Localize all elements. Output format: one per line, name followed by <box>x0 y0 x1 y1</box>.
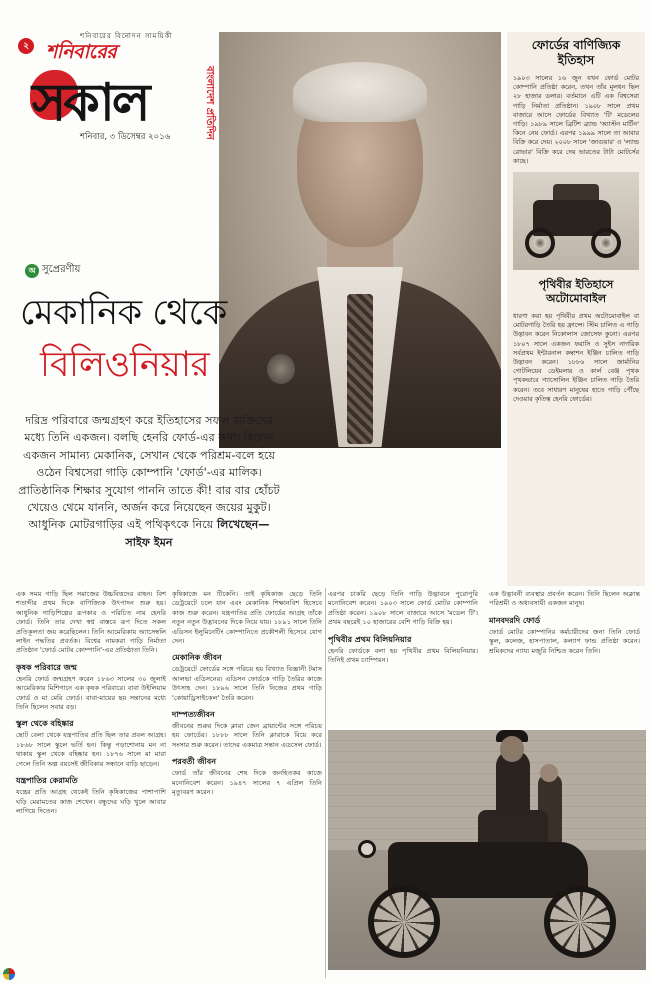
masthead-weekend-title: শনিবারের <box>46 41 117 63</box>
paragraph: ছোট বেলা থেকে যন্ত্রপাতির প্রতি ছিল তার প্রবল আগ্রহ। ১৮৬৮ সালে স্কুলে ভর্তি হন। কিন্তু পড়াশোনায় মন না থাকায় স্কুল থেকে বহিষ্কার হন। ১৮৭৬ সালে মা মারা গেলে তিনি অল্প বয়সেই জীবিকার সন্ধানে বাড়ি ছাড়েন। <box>16 731 166 768</box>
henry-ford-portrait-photo <box>219 32 501 448</box>
sidebar-text-commercial-history: ১৯০৩ সালের ১৬ জুন যখন ফোর্ড মোটর কোম্পানি প্রতিষ্ঠা করেন, তখন তাঁর মূলধন ছিল ২৮ হাজার ডলার। বর্তমানে এটি এক বিশ্বসেরা গাড়ি নির্মাতা প্রতিষ্ঠান। ১৯০৮ সালে প্রথম বাজারে আসে ফোর্ডের বিখ্যাত 'টি' মডেলের গাড়ি। ১৯৮৯ সালে ব্রিটিশ ব্র্যান্ড 'অ্যাস্টন মার্টিন' কিনে নেয় ফোর্ড। এরপর ১৯৯৯ সালে তা আবার বিক্রি করে দেয়। ২০০৮ সালে 'জাগুয়ার' ও 'ল্যান্ড রোভার' বিক্রি করে দেয় ভারতের টাটা মোটর্সের কাছে। <box>513 74 639 165</box>
masthead <box>10 30 235 155</box>
body-column-3 <box>328 590 478 667</box>
paragraph: ফোর্ড মোটর কোম্পানির কর্মচারীদের জন্য তিনি ফোর্ড স্কুল, কলেজ, হাসপাতাল, কল্যাণ ফান্ড প্রতিষ্ঠা করেন। শ্রমিকদের ন্যায্য মজুরি নিশ্চিত করেন তিনি। <box>489 627 640 655</box>
subheading: কৃষক পরিবারে জন্ম <box>16 662 77 672</box>
car-wheel-front <box>525 228 555 258</box>
sidebar-title-automobile-history: পৃথিবীর ইতিহাসে অটোমোবাইল <box>538 278 614 306</box>
headline-line-2: বিলিওনিয়ার <box>40 345 210 385</box>
paragraph: এক সময় গাড়ি ছিল সমাজের উচ্চবিত্তদের বাহন। বিশ শতাব্দীর প্রথম দিকে বাণিজ্যিক উৎপাদন শুরু হয়। আধুনিক গাড়িশিল্পের রূপকার ও পরিচিত নাম হেনরি ফোর্ড। তিনি তার দেখা স্বপ্ন বাস্তবে রূপ দিতে সকল প্রতিকূলতা জয় করেছিলেন। তিনি আমেরিকায় অ্যাসেম্বলি লাইন পদ্ধতির প্রবর্তক। বিশ্বের নামকরা গাড়ি নির্মাতা প্রতিষ্ঠান 'ফোর্ড মোটর কোম্পানি'-এর প্রতিষ্ঠাতা তিনি। <box>16 590 166 655</box>
subheading: মেকানিক জীবন <box>172 653 222 663</box>
photo-car-wheel-rear <box>544 886 616 958</box>
paragraph: যন্ত্রের প্রতি আগ্রহ থেকেই তিনি কৃষিকাজের পাশাপাশি ঘড়ি মেরামতের কাজ শেখেন। বন্ধুদের ঘড়ি খুলে আবার লাগিয়ে দিতেন। <box>16 788 166 815</box>
portrait-hair <box>293 62 427 122</box>
ford-quadricycle-photo <box>328 730 646 970</box>
photo-child-head <box>540 764 558 782</box>
paragraph: এক উদ্ভাবনী ব্যবস্থার প্রবর্তন করেন। তিনি ছিলেন অক্লান্ত পরিশ্রমী ও অধ্যবসায়ী একজন মানুষ। <box>489 590 640 608</box>
body-column-1 <box>16 590 166 818</box>
paragraph: জীবনের শুরুর দিকে ক্লারা জেন ব্রায়ান্টের সঙ্গে পরিচয় হয় ফোর্ডের। ১৮৮৮ সালে তিনি ক্লারাকে বিয়ে করে সংসার শুরু করেন। তাদের একমাত্র সন্তান এডসেল ফোর্ড। <box>172 722 322 749</box>
headline-line-1: মেকানিক থেকে <box>20 293 227 333</box>
page-number: ২ <box>18 38 34 54</box>
article-lede <box>18 412 280 551</box>
photo-person-head <box>500 736 524 762</box>
sidebar <box>507 32 645 586</box>
column-divider <box>325 588 326 978</box>
section-kicker <box>25 262 80 279</box>
lede-text: দরিদ্র পরিবারে জন্মগ্রহণ করে ইতিহাসের সফল ব্যক্তিদের মধ্যে তিনি একজন। বলছি হেনরি ফোর্ড-এর কথা। ছিলেন একজন সামান্য মেকানিক, সেখান থেকে পরিশ্রম-বলে হয়ে ওঠেন বিশ্বসেরা গাড়ি কোম্পানি 'ফোর্ড'-এর মালিক। প্রাতিষ্ঠানিক শিক্ষার সুযোগ পাননি তাতে কী! বার বার হোঁচট খেয়েও থেমে যাননি, অর্জন করে নিয়েছেন জয়ের মুকুট। আধুনিক মোটরগাড়ির এই পথিকৃৎকে নিয়ে <box>18 414 280 532</box>
car-wheel-rear <box>591 228 621 258</box>
paragraph: ফোর্ড তাঁর জীবনের শেষ দিকে জনহিতকর কাজে মনোনিবেশ করেন। ১৯৪৭ সালের ৭ এপ্রিল তিনি মৃত্যুবরণ করেন। <box>172 769 322 797</box>
portrait-carnation <box>267 354 295 384</box>
byline: লিখেছেন— সাইফ ইমন <box>125 518 270 549</box>
paragraph: এরপর চাকরি ছেড়ে তিনি গাড়ি উদ্ভাবনে পুরোপুরি মনোনিবেশ করেন। ১৯০৩ সালে ফোর্ড মোটর কোম্পানি প্রতিষ্ঠা করেন। ১৯০৮ সালে বাজারে আসে 'মডেল টি'। প্রথম বছরেই ১০ হাজারের বেশি গাড়ি বিক্রি হয়। <box>328 590 478 627</box>
paragraph: ডেট্রয়েটে ফোর্ডের সঙ্গে পরিচয় হয় বিখ্যাত বিজ্ঞানী টমাস আলভা এডিসনের। এডিসন ফোর্ডকে গাড়ি তৈরির কাজে উৎসাহ দেন। ১৮৯৬ সালে তিনি নিজের প্রথম গাড়ি 'কোয়াড্রিসাইকেল' তৈরি করেন। <box>172 665 322 702</box>
kicker-badge-icon: অ <box>25 264 39 278</box>
photo-car-lamp <box>358 840 376 858</box>
sidebar-text-automobile-history: ধারণা করা হয় পৃথিবীর প্রথম অটোমোবাইল বা মোটরগাড়ি তৈরি হয় ফ্রান্সে। স্টিম চালিত এ গাড়ি উদ্ভাবন করেন নিকোলাস জোসেফ কুনো। এরপর ১৮০৭ সালে একজন ফরাসি ও সুইস নাগরিক সর্বপ্রথম ইন্টারনাল কম্বাশন ইঞ্জিন চালিত গাড়ি উদ্ভাবন করেন। ১৮৮৬ সালে জার্মানির গোটলিয়েব ডেইমলার ও কার্ল বেঞ্জ পৃথক পৃথকভাবে গ্যাসোলিন ইঞ্জিন চালিত গাড়ি তৈরি করেন। তবে সাধারণ মানুষের হাতে গাড়ি পৌঁছে দেওয়ার কৃতিত্ব হেনরি ফোর্ডের। <box>513 312 639 403</box>
body-column-4 <box>489 590 640 658</box>
kicker-label: সুপ্রেরণীয় <box>42 264 81 275</box>
subheading: পৃথিবীর প্রথম বিলিয়নিয়ার <box>328 634 412 644</box>
body-column-2 <box>172 590 322 800</box>
issue-date: শনিবার, ৩ ডিসেম্বর ২০১৬ <box>80 132 171 142</box>
subheading: যন্ত্রপাতির কেরামতি <box>16 776 78 786</box>
subheading: মানবদরদি ফোর্ড <box>489 615 541 625</box>
photo-car-wheel-front <box>368 886 440 958</box>
model-t-car-photo <box>513 172 639 270</box>
paragraph: কৃষিকাজে মন টিকেনি। তাই কৃষিকাজ ছেড়ে তিনি ডেট্রয়েটে চলে যান এবং মেকানিক শিক্ষানবিশ হিসেবে কাজ শুরু করেন। যন্ত্রপাতির প্রতি ফোর্ডের আগ্রহ তাঁকে নতুন নতুন উদ্ভাবনের দিকে নিয়ে যায়। ১৮৯১ সালে তিনি এডিসন ইলুমিনেটিং কোম্পানিতে প্রকৌশলী হিসেবে যোগ দেন। <box>172 590 322 646</box>
portrait-tie <box>347 294 373 444</box>
subheading: দাম্পত্যজীবন <box>172 710 215 720</box>
masthead-name: সকাল <box>32 72 148 133</box>
subheading: স্কুল থেকে বহিষ্কার <box>16 719 74 729</box>
sidebar-title-commercial-history: ফোর্ডের বাণিজ্যিক ইতিহাস <box>531 38 621 67</box>
subheading: পরবর্তী জীবন <box>172 757 217 767</box>
masthead-tagline: শনিবারের বিনোদন সাময়িকী <box>80 32 173 40</box>
paragraph: হেনরি ফোর্ডকে বলা হয় পৃথিবীর প্রথম বিলিয়নিয়ার। তিনিই প্রথম চ্যাম্পিয়ন। <box>328 646 478 665</box>
color-registration-icon <box>3 968 15 980</box>
paragraph: হেনরি ফোর্ড জন্মগ্রহণ করেন ১৮৬৩ সালের ৩০ জুলাই আমেরিকার মিশিগানে এক কৃষক পরিবারে। বাবা উইলিয়াম ফোর্ড ও মা মেরি ফোর্ড। বাবা-মায়ের ছয় সন্তানের মধ্যে তিনি ছিলেন সবার বড়। <box>16 674 166 712</box>
masthead-brand: বাংলাদেশ প্রতিদিন <box>204 66 215 140</box>
